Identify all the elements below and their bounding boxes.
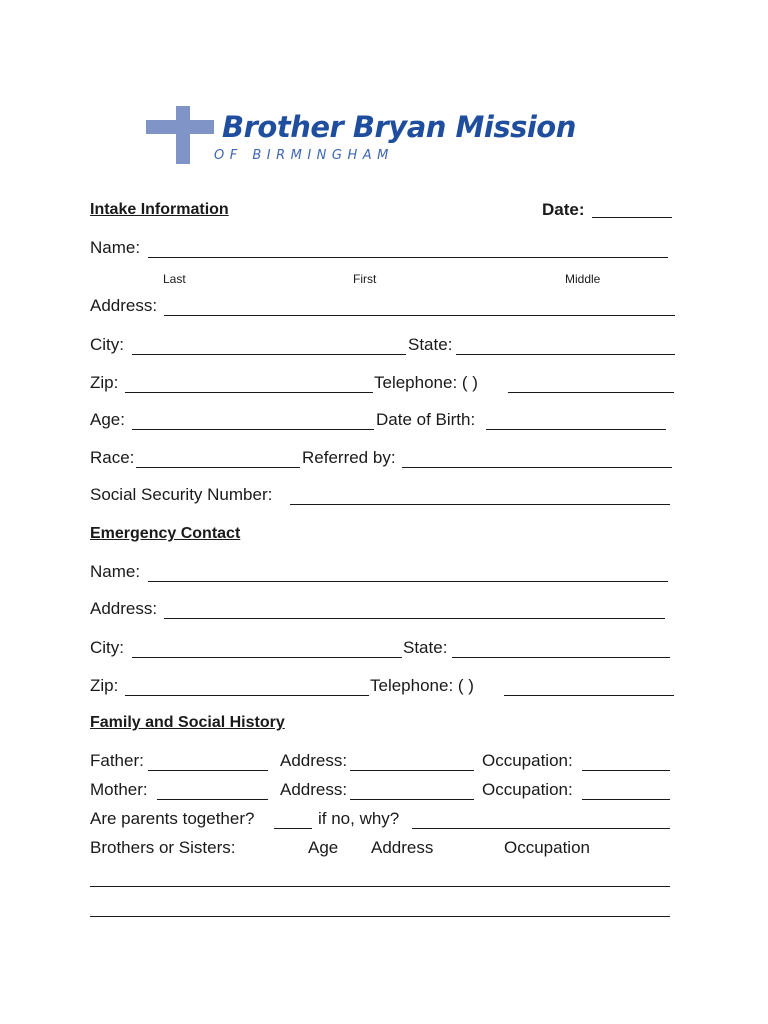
- mother-label: Mother:: [90, 780, 148, 799]
- state-field[interactable]: [456, 354, 675, 355]
- mother-address-label: Address:: [280, 780, 348, 799]
- father-field[interactable]: [148, 770, 268, 771]
- name-label: Name:: [90, 238, 141, 257]
- referred-field[interactable]: [402, 467, 672, 468]
- mother-address-field[interactable]: [350, 799, 474, 800]
- emergency-city-label: City:: [90, 638, 124, 657]
- age-label: Age:: [90, 410, 125, 429]
- emergency-state-label: State:: [403, 638, 448, 657]
- logo-name: Brother Bryan Mission: [222, 110, 576, 144]
- date-label: Date:: [542, 200, 585, 219]
- emergency-zip-label: Zip:: [90, 676, 119, 695]
- parents-together-label: Are parents together?: [90, 809, 255, 828]
- emergency-state-field[interactable]: [452, 657, 670, 658]
- zip-field[interactable]: [125, 392, 373, 393]
- logo-subtitle: OF BIRMINGHAM: [214, 148, 394, 163]
- sibling-entry-line[interactable]: [90, 886, 670, 887]
- emergency-address-label: Address:: [90, 599, 158, 618]
- if-no-why-label: if no, why?: [318, 809, 400, 828]
- sibling-entry-line[interactable]: [90, 916, 670, 917]
- state-label: State:: [408, 335, 453, 354]
- zip-label: Zip:: [90, 373, 119, 392]
- date-field[interactable]: [592, 217, 672, 218]
- siblings-label: Brothers or Sisters:: [90, 838, 236, 857]
- emergency-city-field[interactable]: [132, 657, 402, 658]
- father-address-field[interactable]: [350, 770, 474, 771]
- race-label: Race:: [90, 448, 135, 467]
- mother-occupation-field[interactable]: [582, 799, 670, 800]
- if-no-why-field[interactable]: [412, 828, 670, 829]
- ssn-label: Social Security Number:: [90, 485, 273, 504]
- cross-icon: [176, 106, 190, 164]
- father-occupation-field[interactable]: [582, 770, 670, 771]
- mission-logo: [146, 106, 676, 170]
- address-label: Address:: [90, 296, 158, 315]
- ssn-field[interactable]: [290, 504, 670, 505]
- emergency-name-field[interactable]: [148, 581, 668, 582]
- referred-label: Referred by:: [302, 448, 396, 467]
- telephone-field[interactable]: [508, 392, 674, 393]
- emergency-name-label: Name:: [90, 562, 141, 581]
- address-field[interactable]: [164, 315, 675, 316]
- siblings-age-column: Age: [308, 838, 339, 857]
- city-label: City:: [90, 335, 124, 354]
- telephone-label: Telephone: ( ): [374, 373, 478, 392]
- dob-field[interactable]: [486, 429, 666, 430]
- age-field[interactable]: [132, 429, 374, 430]
- emergency-zip-field[interactable]: [125, 695, 369, 696]
- emergency-address-field[interactable]: [164, 618, 665, 619]
- mother-field[interactable]: [157, 799, 268, 800]
- name-last-caption: Last: [163, 272, 186, 286]
- name-middle-caption: Middle: [565, 272, 601, 286]
- father-address-label: Address:: [280, 751, 348, 770]
- parents-together-field[interactable]: [274, 828, 312, 829]
- intake-heading: Intake Information: [90, 201, 229, 218]
- name-first-caption: First: [353, 272, 377, 286]
- mother-occupation-label: Occupation:: [482, 780, 573, 799]
- father-label: Father:: [90, 751, 144, 770]
- siblings-occupation-column: Occupation: [504, 838, 590, 857]
- siblings-address-column: Address: [371, 838, 434, 857]
- emergency-heading: Emergency Contact: [90, 525, 241, 542]
- family-heading: Family and Social History: [90, 714, 285, 731]
- race-field[interactable]: [136, 467, 300, 468]
- father-occupation-label: Occupation:: [482, 751, 573, 770]
- emergency-telephone-label: Telephone: ( ): [370, 676, 474, 695]
- name-field[interactable]: [148, 257, 668, 258]
- dob-label: Date of Birth:: [376, 410, 476, 429]
- city-field[interactable]: [132, 354, 406, 355]
- emergency-telephone-field[interactable]: [504, 695, 674, 696]
